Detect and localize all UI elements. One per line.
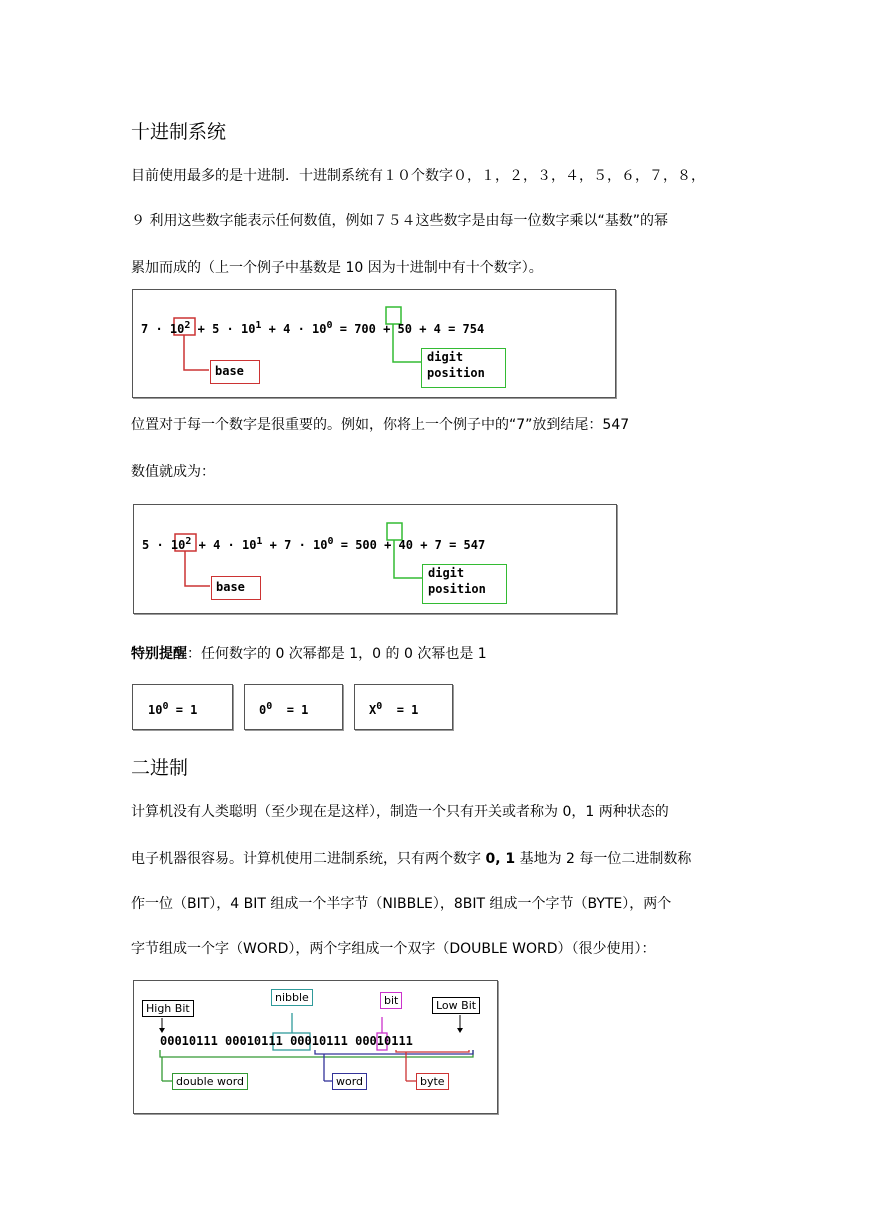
paragraph-line: 累加而成的（上一个例子中基数是 10 因为十进制中有十个数字）。: [131, 260, 543, 276]
digit-position-label: digit position: [421, 348, 506, 388]
paragraph-line: 数值就成为：: [131, 464, 215, 480]
paragraph-line: ９ 利用这些数字能表示任何数值，例如７５４这些数字是由每一位数字乘以“基数”的幂: [131, 213, 668, 229]
figure-connector-lines: [133, 290, 615, 397]
paragraph-line: 计算机没有人类聪明（至少现在是这样），制造一个只有开关或者称为 0，1 两种状态的: [131, 804, 669, 820]
low-bit-label: Low Bit: [432, 997, 480, 1014]
note-bold: 特别提醒: [131, 646, 187, 662]
note-text: ：任何数字的 0 次幂都是 1，0 的 0 次幂也是 1: [187, 646, 487, 662]
binary-units-figure: [133, 980, 498, 1114]
byte-label: byte: [416, 1073, 449, 1090]
binary-bytes-row: [160, 1034, 413, 1048]
zero-power-box-0: $0^0 = 1$: [244, 684, 343, 730]
paragraph-line: 电子机器很容易。计算机使用二进制系统，只有两个数字 0, 1 基地为 2 每一位二进制数称: [131, 851, 692, 867]
equation-754: $7 \cdot 10^2 + 5 \cdot 10^1 + 4 \cdot 10^0 = 700 + 50 + 4 = 754$: [141, 320, 485, 336]
paragraph-line: 目前使用最多的是十进制．十进制系统有１０个数字０，１，２，３，４，５，６，７，８，: [131, 168, 705, 184]
zero-power-box-10: $10^0 = 1$: [132, 684, 233, 730]
base-label: base: [210, 360, 260, 384]
byte-value: 00010111: [355, 1034, 413, 1048]
nibble-label: nibble: [271, 989, 313, 1006]
byte-value: 00010111: [160, 1034, 218, 1048]
high-bit-label: High Bit: [142, 1000, 194, 1017]
paragraph-line: 位置对于每一个数字是很重要的。例如，你将上一个例子中的“7”放到结尾：547: [131, 417, 630, 433]
section-title-binary: 二进制: [131, 757, 189, 779]
section-title-decimal: 十进制系统: [131, 121, 227, 143]
decimal-example-figure-2: [133, 504, 617, 614]
base-label: base: [211, 576, 261, 600]
byte-value: 00010111: [225, 1034, 283, 1048]
bit-label: bit: [380, 992, 402, 1009]
zero-power-box-x: $X^0 = 1$: [354, 684, 453, 730]
note-line: [131, 643, 487, 663]
paragraph-line: 字节组成一个字（WORD），两个字组成一个双字（DOUBLE WORD）（很少使用）：: [131, 941, 656, 957]
word-label: word: [332, 1073, 367, 1090]
figure-connector-lines: [134, 505, 616, 613]
decimal-example-figure-1: [132, 289, 616, 398]
digit-position-label: digit position: [422, 564, 507, 604]
byte-value: 00010111: [290, 1034, 348, 1048]
double-word-label: double word: [172, 1073, 248, 1090]
equation-547: $5 \cdot 10^2 + 4 \cdot 10^1 + 7 \cdot 10^0 = 500 + 40 + 7 = 547$: [142, 536, 486, 552]
paragraph-line: 作一位（BIT），4 BIT 组成一个半字节（NIBBLE），8BIT 组成一个字节（BYTE），两个: [131, 896, 672, 912]
